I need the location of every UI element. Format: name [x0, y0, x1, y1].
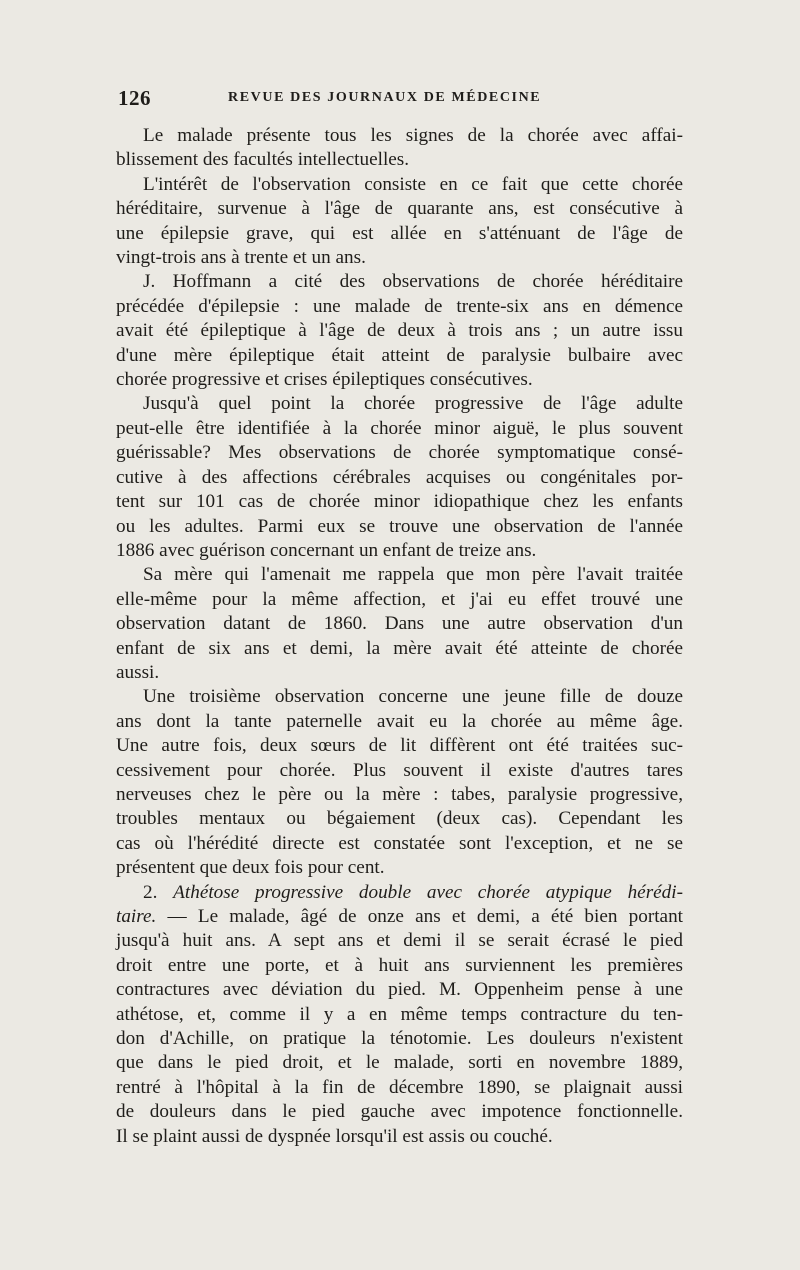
page-number: 126	[118, 86, 151, 110]
text-line: 1886 avec guérison concernant un enfant de treize ans.	[116, 539, 537, 561]
section-2-line: — Le malade, âgé de onze ans et demi, a été bien portant	[167, 906, 683, 927]
section-2-title-end: taire.	[116, 906, 157, 927]
text-line: L'intérêt de l'observation consiste en ce fait que cette chorée	[143, 173, 683, 195]
text-line: cutive à des affections cérébrales acquises ou congénitales por-	[116, 466, 683, 488]
section-2	[116, 881, 683, 1149]
text-line: don d'Achille, on pratique la ténotomie. Les douleurs n'existent	[116, 1028, 683, 1050]
text-line: Jusqu'à quel point la chorée progressive de l'âge adulte	[143, 393, 683, 415]
text-line: vingt-trois ans à trente et un ans.	[116, 247, 366, 269]
text-line: Le malade présente tous les signes de la chorée avec affai-	[143, 125, 683, 146]
section-2-number: 2.	[143, 881, 158, 903]
text-line: observation datant de 1860. Dans une autre observation d'un	[116, 613, 683, 635]
text-line: chorée progressive et crises épileptiques consécutives.	[116, 369, 533, 391]
section-2-title: Athétose progressive double avec chorée atypique hérédi-	[173, 881, 683, 903]
text-line: ans dont la tante paternelle avait eu la chorée au même âge.	[116, 710, 683, 732]
text-line: Sa mère qui l'amenait me rappela que mon père l'avait traitée	[143, 564, 683, 586]
text-line: que dans le pied droit, et le malade, sorti en novembre 1889,	[116, 1052, 683, 1074]
page-header	[118, 86, 683, 112]
section-2-first-line	[116, 905, 683, 929]
text-line: présentent que deux fois pour cent.	[116, 857, 385, 879]
text-line: tent sur 101 cas de chorée minor idiopathique chez les enfants	[116, 491, 683, 513]
text-line: cas où l'hérédité directe est constatée sont l'exception, et ne se	[116, 832, 683, 854]
paragraph	[116, 270, 683, 392]
text-line: Il se plaint aussi de dyspnée lorsqu'il est assis ou couché.	[116, 1125, 553, 1147]
running-title: REVUE DES JOURNAUX DE MÉDECINE	[228, 90, 542, 105]
text-line: blissement des facultés intellectuelles.	[116, 149, 410, 171]
section-2-title-line	[116, 881, 683, 905]
text-line: jusqu'à huit ans. A sept ans et demi il se serait écrasé le pied	[116, 930, 683, 952]
paragraph	[116, 392, 683, 563]
text-line: une épilepsie grave, qui est allée en s'atténuant de l'âge de	[116, 222, 683, 244]
paragraph	[116, 173, 683, 271]
text-line: J. Hoffmann a cité des observations de chorée héréditaire	[143, 271, 683, 293]
text-line: nerveuses chez le père ou la mère : tabes, paralysie progressive,	[116, 783, 683, 805]
text-line: de douleurs dans le pied gauche avec impotence fonctionnelle.	[116, 1101, 683, 1123]
text-line: rentré à l'hôpital à la fin de décembre 1890, se plaignait aussi	[116, 1076, 683, 1098]
paragraph	[116, 124, 683, 173]
text-line: aussi.	[116, 661, 160, 683]
text-line: Une troisième observation concerne une jeune fille de douze	[143, 686, 683, 708]
paragraph-list	[116, 124, 683, 881]
text-line: avait été épileptique à l'âge de deux à trois ans ; un autre issu	[116, 320, 683, 342]
section-2-lines	[116, 929, 683, 1149]
text-line: enfant de six ans et demi, la mère avait été atteinte de chorée	[116, 637, 683, 659]
text-line: Une autre fois, deux sœurs de lit diffèrent ont été traitées suc-	[116, 735, 683, 757]
text-line: ou les adultes. Parmi eux se trouve une observation de l'année	[116, 515, 683, 537]
text-line: athétose, et, comme il y a en même temps contracture du ten-	[116, 1003, 683, 1025]
text-line: contractures avec déviation du pied. M. Oppenheim pense à une	[116, 979, 683, 1001]
text-line: droit entre une porte, et à huit ans surviennent les premières	[116, 954, 683, 976]
text-line: cessivement pour chorée. Plus souvent il existe d'autres tares	[116, 759, 683, 781]
text-line: guérissable? Mes observations de chorée symptomatique consé-	[116, 442, 683, 464]
text-line: d'une mère épileptique était atteint de paralysie bulbaire avec	[116, 344, 683, 366]
paragraph	[116, 685, 683, 880]
body-text	[116, 124, 683, 1149]
text-line: précédée d'épilepsie : une malade de trente-six ans en démence	[116, 295, 683, 317]
text-line: héréditaire, survenue à l'âge de quarante ans, est consécutive à	[116, 198, 683, 220]
text-line: elle-même pour la même affection, et j'ai eu effet trouvé une	[116, 588, 683, 610]
paragraph	[116, 563, 683, 685]
text-line: peut-elle être identifiée à la chorée minor aiguë, le plus souvent	[116, 417, 683, 439]
text-line: troubles mentaux ou bégaiement (deux cas). Cependant les	[116, 808, 683, 830]
